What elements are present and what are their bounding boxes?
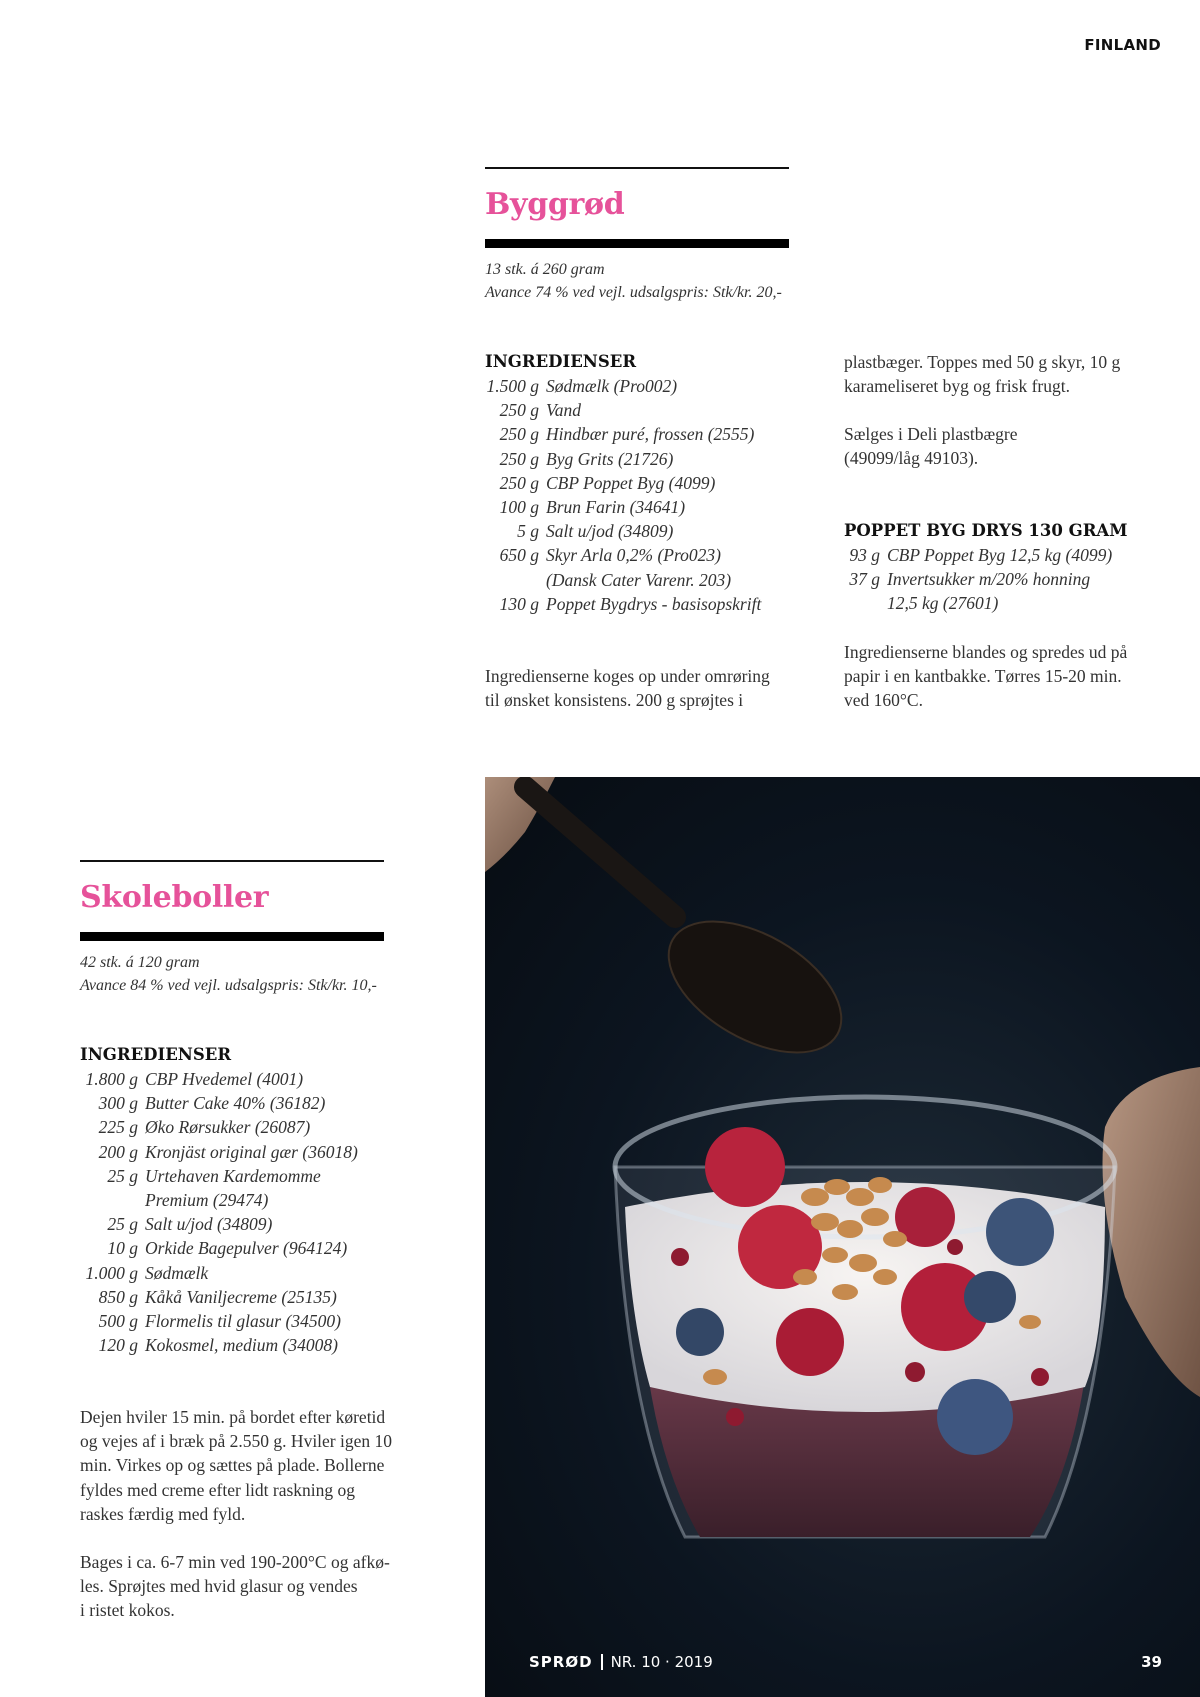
method-line: raskes færdig med fyld.: [80, 1503, 246, 1524]
food-photo: [485, 777, 1200, 1697]
ingredient-quantity: 1.500 g: [486, 376, 539, 396]
blueberry: [937, 1379, 1013, 1455]
ingredient-item: [485, 495, 761, 519]
ingredient-quantity: 37 g: [849, 569, 880, 590]
ingredient-name: Flormelis til glasur (34500): [145, 1311, 341, 1332]
ingredient-name: Urtehaven Kardemomme: [145, 1165, 321, 1186]
ingredient-quantity: 250 g: [499, 472, 539, 493]
issue-number: NR. 10 · 2019: [610, 1653, 713, 1671]
ingredient-item: [80, 1067, 358, 1091]
ingredient-item: [80, 1164, 358, 1188]
ingredient-name: Butter Cake 40% (36182): [145, 1093, 326, 1114]
ingredient-name: Hindbær puré, frossen (2555): [546, 424, 755, 445]
spoon-handle: [525, 787, 675, 917]
ingredient-item: [80, 1115, 358, 1139]
ingredient-item: [80, 1188, 358, 1212]
ingredient-item: [485, 543, 761, 567]
ingredient-item: [485, 568, 761, 592]
ingredient-quantity: [844, 591, 887, 615]
ingredient-name: Salt u/jod (34809): [145, 1214, 273, 1235]
method-line: les. Sprøjtes med hvid glasur og vendes: [80, 1576, 358, 1597]
method-line: min. Virkes op og sættes på plade. Bollerne: [80, 1455, 385, 1476]
ingredient-name: Invertsukker m/20% honning: [887, 569, 1091, 590]
ingredient-name: Øko Rørsukker (26087): [145, 1117, 311, 1138]
title-rule-top: [80, 860, 384, 862]
ingredient-name: Skyr Arla 0,2% (Pro023): [546, 545, 721, 566]
method-line: i ristet kokos.: [80, 1600, 175, 1621]
title-rule-bottom: [485, 239, 789, 248]
photo-illustration: [485, 777, 1200, 1697]
ingredient-item: [485, 592, 761, 616]
ingredient-name: Brun Farin (34641): [546, 497, 686, 518]
title-rule-bottom: [80, 932, 384, 941]
ingredient-quantity: 250 g: [499, 424, 539, 445]
method-line: Bages i ca. 6-7 min ved 190-200°C og afkø-: [80, 1552, 390, 1572]
ingredient-quantity: 225 g: [98, 1117, 138, 1138]
ingredient-name: CBP Poppet Byg (4099): [546, 472, 716, 493]
method-line: papir i en kantbakke. Tørres 15-20 min.: [844, 666, 1122, 687]
ingredient-quantity: 120 g: [98, 1335, 138, 1356]
raspberry: [705, 1127, 785, 1207]
method-line: til ønsket konsistens. 200 g sprøjtes i: [485, 690, 744, 711]
ingredient-quantity: 1.800 g: [85, 1069, 138, 1089]
ingredient-quantity: 5 g: [517, 521, 539, 542]
sold-line: Sælges i Deli plastbægre: [844, 424, 1018, 444]
margin-text: Avance 74 % ved vejl. udsalgspris: Stk/kr. 20,-: [485, 284, 782, 301]
poppet-ingredients-list: [844, 543, 1112, 616]
poppet-heading: POPPET BYG DRYS 130 GRAM: [844, 521, 1128, 540]
hand-shape: [1103, 1067, 1200, 1397]
ingredient-quantity: 250 g: [499, 448, 539, 469]
ingredient-name: CBP Poppet Byg 12,5 kg (4099): [887, 545, 1113, 565]
method-line: Ingredienserne koges op under omrøring: [485, 666, 770, 686]
ingredient-item: [80, 1261, 358, 1285]
method-line: fyldes med creme efter lidt raskning og: [80, 1479, 356, 1500]
ingredient-name: Poppet Bygdrys - basisopskrift: [546, 593, 762, 614]
ingredient-item: [80, 1285, 358, 1309]
margin-text: Avance 84 % ved vejl. udsalgspris: Stk/kr. 10,-: [80, 977, 377, 994]
ingredients-list: [80, 1067, 358, 1357]
sold-in-text: [844, 422, 1174, 470]
method-line: karameliseret byg og frisk frugt.: [844, 376, 1070, 397]
ingredient-name: Orkide Bagepulver (964124): [145, 1238, 348, 1259]
ingredient-item: [485, 519, 761, 543]
raspberry: [776, 1308, 844, 1376]
method-line: Dejen hviler 15 min. på bordet efter køretid: [80, 1407, 386, 1427]
ingredient-item: [80, 1309, 358, 1333]
ingredient-quantity: [485, 568, 546, 592]
ingredient-item: [485, 374, 761, 398]
method-text: [485, 664, 815, 712]
ingredients-heading: INGREDIENSER: [485, 352, 637, 371]
title-rule-top: [485, 167, 789, 169]
magazine-footer: [529, 1653, 713, 1671]
method-line: Ingredienserne blandes og spredes ud på: [844, 642, 1128, 662]
ingredient-quantity: [80, 1188, 145, 1212]
ingredient-name: (Dansk Cater Varenr. 203): [546, 569, 732, 590]
ingredient-quantity: 25 g: [107, 1214, 138, 1235]
ingredient-item: [485, 422, 761, 446]
footer-divider: [601, 1654, 603, 1670]
ingredient-name: Vand: [546, 400, 581, 421]
ingredient-quantity: 93 g: [849, 545, 880, 565]
method-text-continued: [844, 350, 1174, 398]
yield-text: 13 stk. á 260 gram: [485, 261, 605, 278]
section-label: FINLAND: [1084, 36, 1161, 54]
ingredient-item: [844, 543, 1112, 567]
blueberry: [676, 1308, 724, 1356]
ingredient-quantity: 250 g: [499, 400, 539, 421]
ingredient-quantity: 10 g: [107, 1238, 138, 1259]
yield-text: 42 stk. á 120 gram: [80, 954, 200, 971]
ingredient-item: [485, 471, 761, 495]
ingredients-list: [485, 374, 761, 616]
ingredient-quantity: 650 g: [499, 545, 539, 566]
ingredient-item: [80, 1212, 358, 1236]
method-line: plastbæger. Toppes med 50 g skyr, 10 g: [844, 352, 1121, 372]
method-text: [80, 1405, 420, 1526]
ingredient-name: CBP Hvedemel (4001): [145, 1069, 304, 1089]
ingredient-quantity: 25 g: [107, 1165, 138, 1186]
ingredient-quantity: 850 g: [98, 1286, 138, 1307]
ingredient-quantity: 1.000 g: [85, 1262, 138, 1283]
ingredient-quantity: 100 g: [499, 497, 539, 518]
ingredient-name: Byg Grits (21726): [546, 448, 674, 469]
recipe-title-skoleboller: Skoleboller: [80, 880, 269, 915]
ingredient-name: Salt u/jod (34809): [546, 521, 674, 542]
method-line: ved 160°C.: [844, 690, 923, 711]
recipe-meta: [485, 258, 805, 304]
recipe-meta: [80, 951, 410, 997]
magazine-brand: SPRØD: [529, 1653, 593, 1671]
page-number: 39: [1141, 1653, 1162, 1671]
ingredient-item: [80, 1333, 358, 1357]
ingredient-item: [485, 398, 761, 422]
ingredient-name: Kåkå Vaniljecreme (25135): [145, 1286, 337, 1307]
ingredient-quantity: 500 g: [98, 1311, 138, 1332]
sold-line: (49099/låg 49103).: [844, 448, 979, 469]
ingredient-item: [80, 1236, 358, 1260]
poppet-method: [844, 640, 1184, 713]
ingredient-quantity: 130 g: [499, 593, 539, 614]
ingredient-name: Kronjäst original gær (36018): [145, 1141, 358, 1162]
method-text-baking: [80, 1550, 420, 1623]
ingredient-name: Sødmælk: [145, 1262, 209, 1283]
ingredient-item: [80, 1140, 358, 1164]
blueberry: [986, 1198, 1054, 1266]
ingredient-item: [485, 447, 761, 471]
ingredient-item: [844, 591, 1112, 615]
ingredient-item: [844, 567, 1112, 591]
ingredient-name: 12,5 kg (27601): [887, 593, 999, 614]
ingredient-quantity: 200 g: [98, 1141, 138, 1162]
ingredient-name: Premium (29474): [145, 1190, 269, 1211]
method-line: og vejes af i bræk på 2.550 g. Hviler igen 10: [80, 1431, 393, 1452]
recipe-title-byggrod: Byggrød: [485, 187, 625, 222]
ingredient-name: Kokosmel, medium (34008): [145, 1335, 338, 1356]
ingredient-item: [80, 1091, 358, 1115]
ingredients-heading: INGREDIENSER: [80, 1045, 232, 1064]
ingredient-name: Sødmælk (Pro002): [546, 376, 678, 396]
blueberry: [964, 1271, 1016, 1323]
ingredient-quantity: 300 g: [98, 1093, 138, 1114]
